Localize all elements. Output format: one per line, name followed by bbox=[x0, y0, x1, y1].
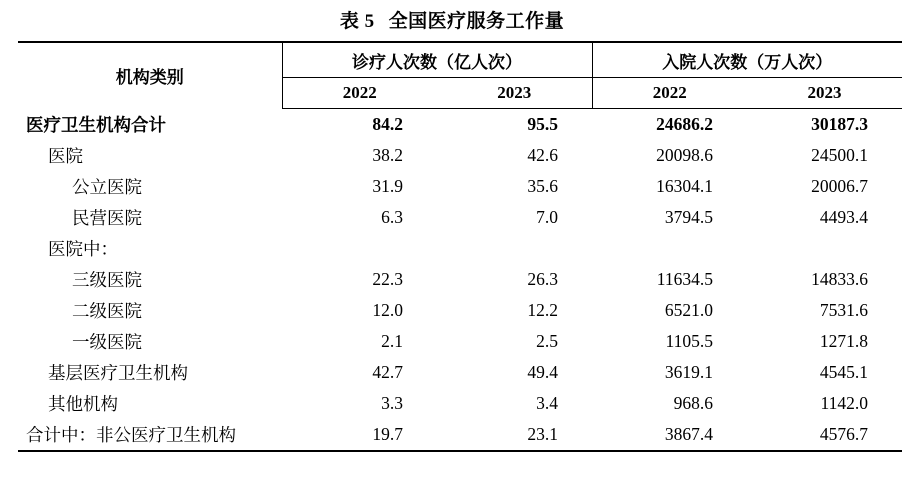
row-value: 95.5 bbox=[527, 114, 558, 134]
row-value: 4493.4 bbox=[819, 207, 868, 227]
table-title bbox=[18, 0, 886, 41]
row-value: 42.6 bbox=[527, 145, 558, 165]
header-group-inpatient: 入院人次数（万人次） bbox=[592, 42, 902, 78]
row-label: 医疗卫生机构合计 bbox=[26, 114, 166, 135]
row-value: 42.7 bbox=[372, 362, 403, 382]
table-row bbox=[18, 264, 902, 295]
row-value: 24686.2 bbox=[656, 114, 713, 134]
row-value bbox=[747, 233, 902, 264]
row-value: 1105.5 bbox=[665, 331, 713, 351]
header-year-inpatient-2022: 2022 bbox=[592, 78, 747, 109]
row-label: 医院 bbox=[48, 146, 83, 166]
row-value: 19.7 bbox=[282, 419, 437, 451]
row-value: 4576.7 bbox=[747, 419, 902, 451]
row-value: 12.0 bbox=[372, 300, 403, 320]
row-value: 20098.6 bbox=[656, 145, 713, 165]
data-table bbox=[18, 41, 902, 452]
row-value: 6.3 bbox=[381, 207, 403, 227]
row-label: 三级医院 bbox=[72, 270, 142, 290]
table-caption: 全国医疗服务工作量 bbox=[388, 11, 565, 32]
row-value: 23.1 bbox=[437, 419, 592, 451]
header-year-outpatient-2022: 2022 bbox=[282, 78, 437, 109]
row-label: 公立医院 bbox=[72, 177, 142, 197]
table-header-row-groups bbox=[18, 42, 902, 78]
table-row bbox=[18, 388, 902, 419]
table-number: 表 5 bbox=[339, 11, 375, 32]
row-label: 一级医院 bbox=[72, 332, 142, 352]
row-value: 26.3 bbox=[527, 269, 558, 289]
row-label: 民营医院 bbox=[72, 208, 142, 228]
row-value: 30187.3 bbox=[811, 114, 868, 134]
header-year-inpatient-2023: 2023 bbox=[747, 78, 902, 109]
row-label: 合计中：非公医疗卫生机构 bbox=[18, 419, 282, 451]
row-value: 968.6 bbox=[673, 393, 713, 413]
row-label: 基层医疗卫生机构 bbox=[48, 363, 188, 383]
row-label: 医院中： bbox=[48, 239, 118, 259]
row-value bbox=[592, 233, 747, 264]
row-value: 2.1 bbox=[381, 331, 403, 351]
table-row bbox=[18, 326, 902, 357]
row-value: 49.4 bbox=[527, 362, 558, 382]
row-value: 2.5 bbox=[536, 331, 558, 351]
header-category: 机构类别 bbox=[18, 42, 282, 109]
row-value: 1271.8 bbox=[819, 331, 868, 351]
table-row bbox=[18, 357, 902, 388]
row-value: 3.4 bbox=[536, 393, 558, 413]
table-row bbox=[18, 419, 902, 451]
row-value: 16304.1 bbox=[656, 176, 713, 196]
row-value: 3619.1 bbox=[664, 362, 713, 382]
table-row bbox=[18, 202, 902, 233]
row-value: 3867.4 bbox=[592, 419, 747, 451]
table-row bbox=[18, 295, 902, 326]
row-value: 3794.5 bbox=[664, 207, 713, 227]
row-value: 24500.1 bbox=[811, 145, 868, 165]
row-value: 12.2 bbox=[527, 300, 558, 320]
row-value: 20006.7 bbox=[811, 176, 868, 196]
header-year-outpatient-2023: 2023 bbox=[437, 78, 592, 109]
row-value: 11634.5 bbox=[656, 269, 713, 289]
row-value: 7.0 bbox=[536, 207, 558, 227]
table-row bbox=[18, 140, 902, 171]
row-value: 14833.6 bbox=[811, 269, 868, 289]
header-group-outpatient: 诊疗人次数（亿人次） bbox=[282, 42, 592, 78]
row-value: 22.3 bbox=[372, 269, 403, 289]
row-value bbox=[282, 233, 437, 264]
row-value: 7531.6 bbox=[819, 300, 868, 320]
table-row bbox=[18, 109, 902, 141]
row-value: 1142.0 bbox=[820, 393, 868, 413]
row-value: 38.2 bbox=[372, 145, 403, 165]
row-label: 其他机构 bbox=[48, 394, 118, 414]
row-value bbox=[437, 233, 592, 264]
row-label: 二级医院 bbox=[72, 301, 142, 321]
row-value: 31.9 bbox=[372, 176, 403, 196]
row-value: 84.2 bbox=[372, 114, 403, 134]
row-value: 3.3 bbox=[381, 393, 403, 413]
table-row bbox=[18, 233, 902, 264]
row-value: 6521.0 bbox=[664, 300, 713, 320]
table-row bbox=[18, 171, 902, 202]
row-value: 35.6 bbox=[527, 176, 558, 196]
row-value: 4545.1 bbox=[819, 362, 868, 382]
